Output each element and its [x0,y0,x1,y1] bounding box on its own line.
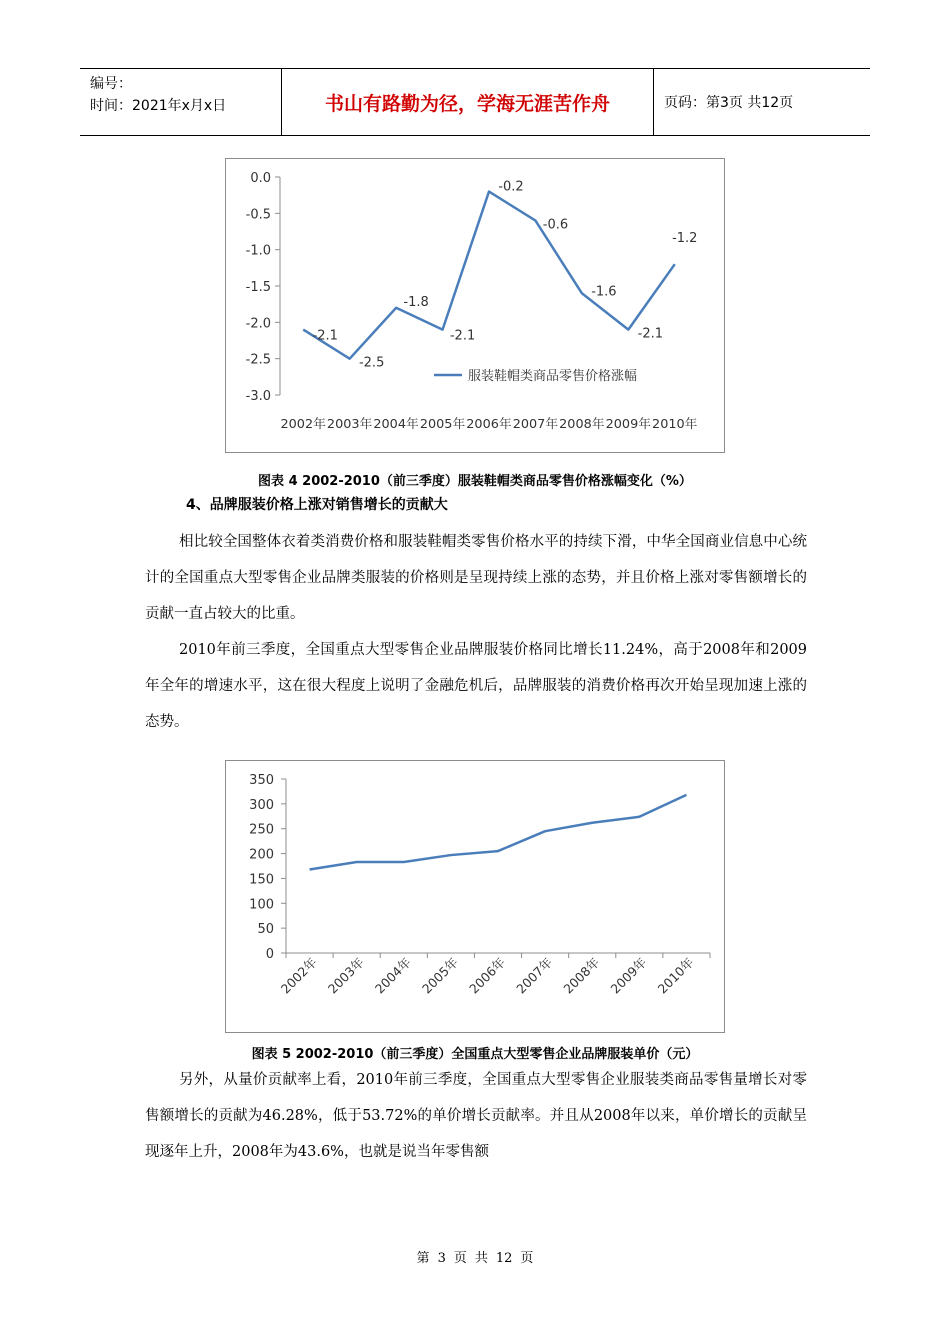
footer-gong: 共 [474,1251,488,1266]
x-tick-label: 2009年 [607,954,650,997]
chart-figure5-svg [226,761,724,1032]
header-motto: 书山有路勤为径，学海无涯苦作舟 [282,69,654,135]
x-tick-label: 2005年 [419,416,466,431]
y-tick-label: 50 [257,922,274,938]
data-label: -0.6 [542,217,569,233]
footer-ye: 页 [453,1251,467,1266]
data-label: -2.1 [312,328,338,344]
legend-label: 服装鞋帽类商品零售价格涨幅 [468,369,638,384]
figure4-caption: 图表 4 2002-2010（前三季度）服装鞋帽类商品零售价格涨幅变化（%） [258,474,692,489]
section4-paragraph-1: 相比较全国整体衣着类消费价格和服装鞋帽类零售价格水平的持续下滑，中华全国商业信息中心统计的全国重点大型零售企业品牌类服装的价格则是呈现持续上涨的态势，并且价格上涨对零售额增长的贡献一直占较大的比重。 [145,534,807,622]
figure5-caption: 图表 5 2002-2010（前三季度）全国重点大型零售企业品牌服装单价（元） [251,1047,699,1062]
y-tick-label: 250 [249,822,274,838]
x-tick-label: 2010年 [654,954,697,997]
y-tick-label: 350 [249,773,274,788]
y-tick-label: 150 [249,872,274,888]
data-label: -0.2 [498,179,524,195]
x-tick-label: 2007年 [512,416,559,431]
x-tick-label: 2003年 [324,954,367,997]
section4-heading: 4、品牌服装价格上涨对销售增长的贡献大 [186,497,448,513]
x-tick-label: 2004年 [371,954,414,997]
series-line [303,192,675,359]
y-tick-label: -1.0 [245,243,271,259]
footer-di: 第 [416,1251,430,1266]
y-tick-label: 200 [249,847,274,863]
y-tick-label: -2.0 [245,316,271,332]
x-tick-label: 2007年 [513,954,556,997]
data-label: -2.1 [637,326,664,342]
chart-figure4-svg [226,159,724,452]
y-tick-label: 0 [265,947,274,962]
section4-paragraph-2: 2010年前三季度，全国重点大型零售企业品牌服装价格同比增长11.24%，高于2008年和2009年全年的增速水平，这在很大程度上说明了金融危机后，品牌服装的消费价格再次开始呈现加速上涨的态势。 [145,642,807,730]
data-label: -2.1 [449,328,476,344]
x-tick-label: 2004年 [373,416,419,431]
page-footer [0,1247,950,1266]
y-tick-label: 300 [249,797,274,813]
footer-ye-end: 页 [520,1251,534,1266]
header-time: 时间：2021年x月x日 [90,98,227,114]
data-label: -1.6 [591,284,617,300]
x-tick-label: 2009年 [605,416,652,431]
x-tick-label: 2010年 [652,416,698,431]
paragraph-3: 另外，从量价贡献率上看，2010年前三季度，全国重点大型零售企业服装类商品零售量增长对零售额增长的贡献为46.28%，低于53.72%的单价增长贡献率。并且从2008年以来，单价增长的贡献呈现逐年上升，2008年为43.6%，也就是说当年零售额 [145,1072,807,1160]
series-line [310,795,687,870]
header-number: 编号： [90,76,132,92]
y-tick-label: -2.5 [245,352,271,368]
y-tick-label: -3.0 [245,389,271,404]
y-tick-label: -1.5 [245,280,271,295]
x-tick-label: 2003年 [326,416,373,431]
page-header [80,68,870,136]
y-tick-label: 0.0 [250,171,271,186]
footer-total-pages: 12 [495,1251,513,1266]
x-tick-label: 2008年 [560,954,603,997]
y-tick-label: -0.5 [245,207,271,223]
data-label: -1.2 [672,231,698,247]
x-tick-label: 2006年 [466,954,509,997]
y-tick-label: 100 [249,897,274,913]
data-label: -1.8 [403,294,429,310]
data-label: -2.5 [358,355,385,371]
x-tick-label: 2002年 [277,954,320,997]
footer-page-number: 3 [437,1251,446,1266]
header-page-info: 页码：第3页 共12页 [664,95,794,111]
x-tick-label: 2008年 [559,416,605,431]
x-tick-label: 2005年 [419,954,462,997]
chart-figure4 [225,158,725,453]
x-tick-label: 2002年 [280,416,326,431]
chart-figure5 [225,760,725,1033]
x-tick-label: 2006年 [466,416,512,431]
header-meta [80,69,282,135]
